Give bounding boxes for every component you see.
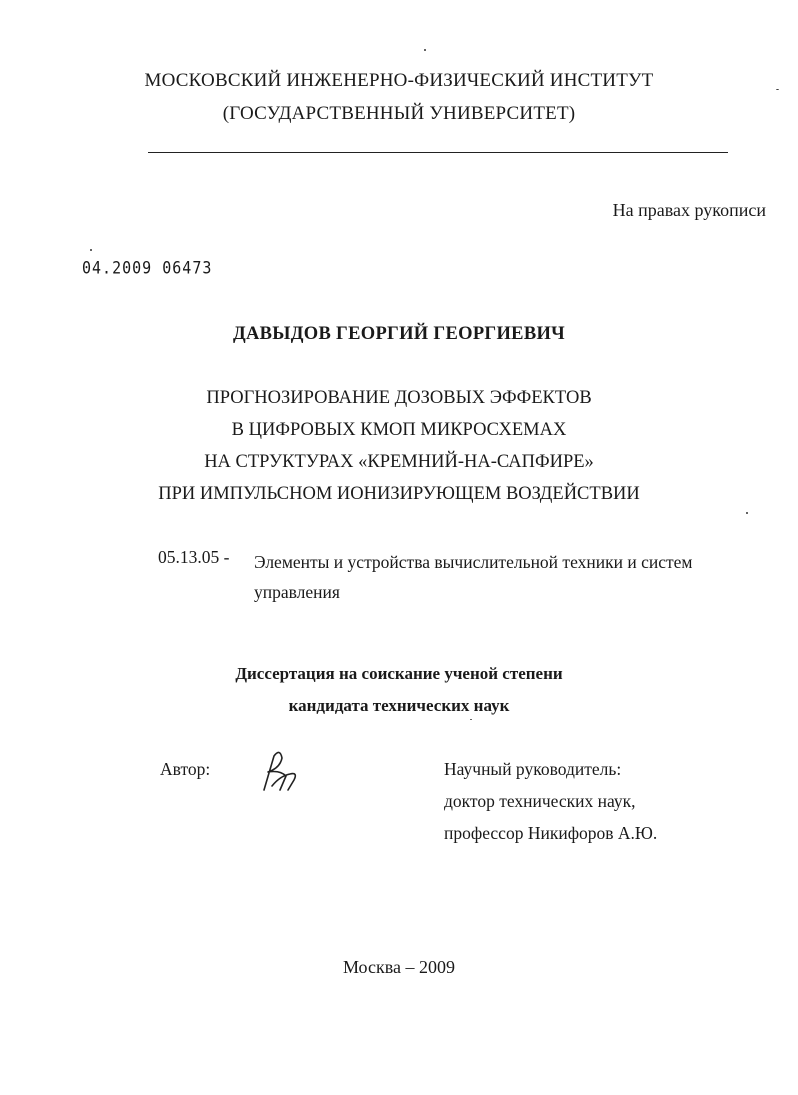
dissertation-title-line1: ПРОГНОЗИРОВАНИЕ ДОЗОВЫХ ЭФФЕКТОВ xyxy=(206,388,592,408)
author-signature xyxy=(250,746,310,796)
author-label: Автор: xyxy=(160,759,211,779)
header-divider xyxy=(148,152,728,153)
scan-speck xyxy=(90,249,92,251)
scan-speck xyxy=(776,89,779,90)
supervisor-title: Научный руководитель: xyxy=(444,759,622,779)
specialty-code: 05.13.05 - xyxy=(158,547,230,567)
degree-line2: кандидата технических наук xyxy=(288,696,510,715)
dissertation-title-line3: НА СТРУКТУРАХ «КРЕМНИЙ-НА-САПФИРЕ» xyxy=(204,452,594,472)
catalog-number: 04.2009 06473 xyxy=(82,257,213,279)
rights-note: На правах рукописи xyxy=(612,200,766,220)
degree-line1: Диссертация на соискание ученой степени xyxy=(235,664,563,683)
city-year: Москва – 2009 xyxy=(343,957,455,977)
dissertation-title-line4: ПРИ ИМПУЛЬСНОМ ИОНИЗИРУЮЩЕМ ВОЗДЕЙСТВИИ xyxy=(158,484,640,504)
supervisor-name: профессор Никифоров А.Ю. xyxy=(444,823,658,843)
dissertation-title-line2: В ЦИФРОВЫХ КМОП МИКРОСХЕМАХ xyxy=(231,420,567,440)
institute-name-line2: (ГОСУДАРСТВЕННЫЙ УНИВЕРСИТЕТ) xyxy=(222,103,576,124)
author-name: ДАВЫДОВ ГЕОРГИЙ ГЕОРГИЕВИЧ xyxy=(232,324,566,344)
scan-speck xyxy=(424,49,426,51)
specialty-name: Элементы и устройства вычислительной техники и систем управления xyxy=(254,552,693,602)
scan-speck xyxy=(470,719,472,720)
supervisor-degree: доктор технических наук, xyxy=(444,791,636,811)
institute-name-line1: МОСКОВСКИЙ ИНЖЕНЕРНО-ФИЗИЧЕСКИЙ ИНСТИТУТ xyxy=(144,70,654,91)
scan-speck xyxy=(746,512,748,514)
